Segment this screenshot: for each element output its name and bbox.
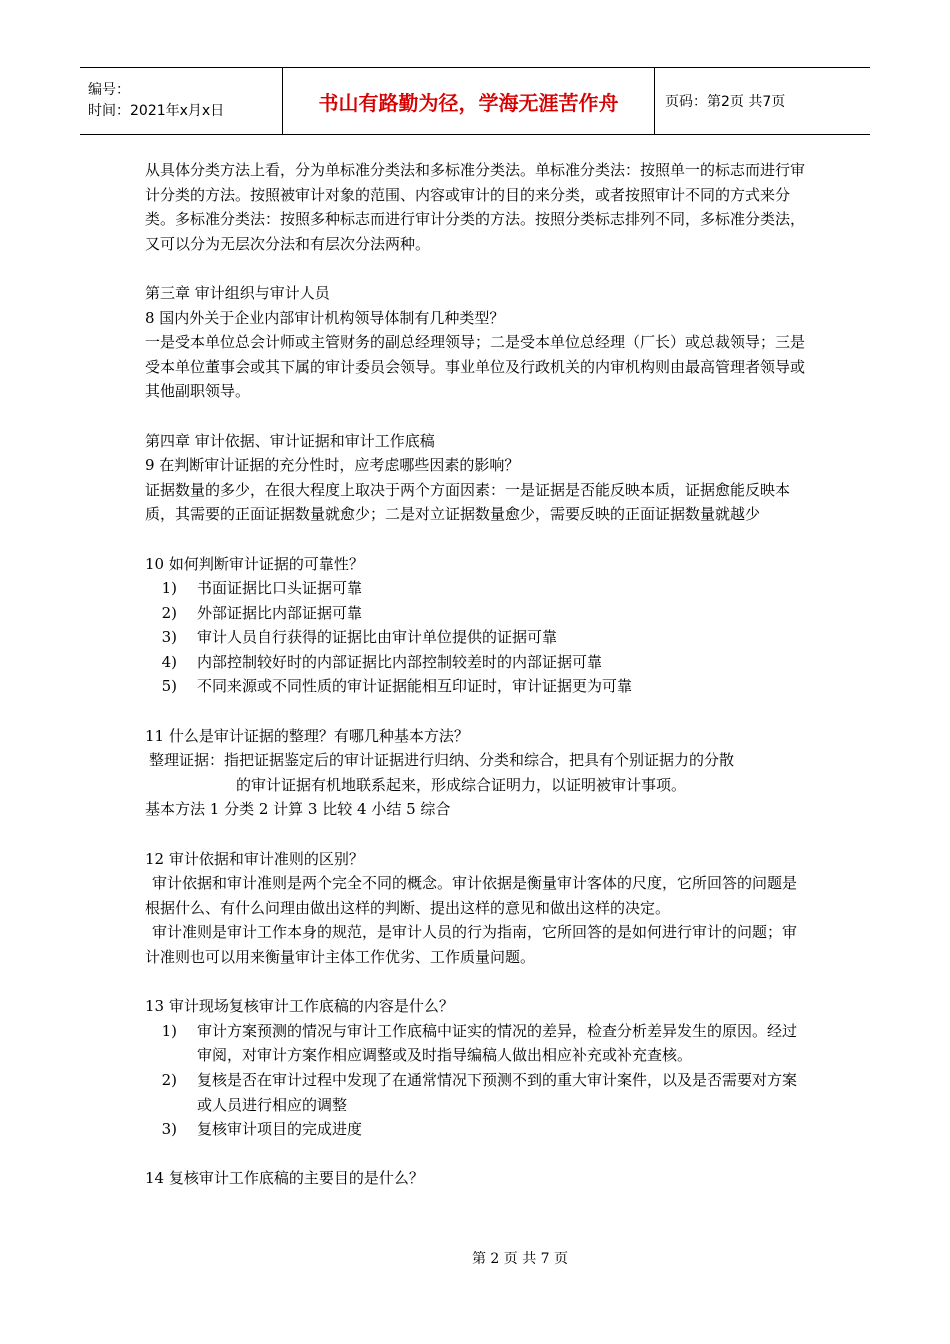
page-footer: 第 2 页 共 7 页 bbox=[471, 1251, 569, 1267]
motto: 书山有路勤为径，学海无涯苦作舟 bbox=[318, 90, 619, 115]
time-label: 时间：2021年x月x日 bbox=[88, 103, 225, 119]
question-13: 13 审计现场复核审计工作底稿的内容是什么？ bbox=[145, 997, 454, 1016]
answer-12-paragraph: 审计准则是审计工作本身的规范，是审计人员的行为指南，它所回答的是如何进行审计的问题；审计准则也可以用来衡量审计主体工作优劣、工作质量问题。 bbox=[145, 923, 798, 966]
answer-9: 证据数量的多少，在很大程度上取决于两个方面因素：一是证据是否能反映本质，证据愈能反映本质，其需要的正面证据数量就愈少；二是对立证据数量愈少，需要反映的正面证据数量就越少 bbox=[145, 480, 791, 524]
definition-line: 的审计证据有机地联系起来，形成综合证明力，以证明被审计事项。 bbox=[236, 775, 687, 794]
header-meta bbox=[80, 68, 283, 134]
page-header bbox=[80, 67, 870, 135]
page-label: 页码：第2页 共7页 bbox=[665, 94, 786, 110]
list-item: 1) 审计方案预测的情况与审计工作底稿中证实的情况的差异，检查分析差异发生的原因。经过审阅，对审计方案作相应调整或及时指导编稿人做出相应补充或补充查核。 bbox=[161, 1021, 798, 1065]
definition-line: 整理证据：指把证据鉴定后的审计证据进行归纳、分类和综合，把具有个别证据力的分散 bbox=[149, 751, 735, 770]
list-item: 2) 外部证据比内部证据可靠 bbox=[161, 603, 363, 622]
answer-8: 一是受本单位总会计师或主管财务的副总经理领导；二是受本单位总经理（厂长）或总裁领导；三是受本单位董事会或其下属的审计委员会领导。事业单位及行政机关的内审机构则由最高管理者领导或其他副职领导。 bbox=[145, 333, 806, 401]
list-item: 3) 审计人员自行获得的证据比由审计单位提供的证据可靠 bbox=[161, 628, 558, 647]
question-9: 9 在判断审计证据的充分性时，应考虑哪些因素的影响？ bbox=[145, 456, 520, 475]
question-12: 12 审计依据和审计准则的区别？ bbox=[145, 849, 364, 868]
list-item: 3) 复核审计项目的完成进度 bbox=[161, 1120, 363, 1139]
list-item: 4) 内部控制较好时的内部证据比内部控制较差时的内部证据可靠 bbox=[161, 652, 603, 671]
question-8: 8 国内外关于企业内部审计机构领导体制有几种类型？ bbox=[145, 308, 505, 327]
chapter-title: 第四章 审计依据、审计证据和审计工作底稿 bbox=[145, 431, 435, 450]
number-label: 编号： bbox=[88, 82, 130, 98]
list-item: 5) 不同来源或不同性质的审计证据能相互印证时，审计证据更为可靠 bbox=[161, 677, 633, 696]
list-item: 1) 书面证据比口头证据可靠 bbox=[161, 579, 363, 598]
question-10: 10 如何判断审计证据的可靠性？ bbox=[145, 554, 364, 573]
header-page-cell bbox=[655, 68, 870, 134]
list-item: 2) 复核是否在审计过程中发现了在通常情况下预测不到的重大审计案件，以及是否需要对方案或人员进行相应的调整 bbox=[161, 1070, 798, 1114]
paragraph-classification: 从具体分类方法上看，分为单标准分类法和多标准分类法。单标准分类法：按照单一的标志而进行审计分类的方法。按照被审计对象的范围、内容或审计的目的来分类，或者按照审计不同的方式来分类。多标准分类法：按照多种标志而进行审计分类的方法。按照分类标志排列不同，多标准分类法，又可以分为无层次分法和有层次分法两种。 bbox=[145, 161, 806, 253]
answer-10-list bbox=[145, 576, 810, 699]
chapter-title: 第三章 审计组织与审计人员 bbox=[145, 283, 330, 302]
answer-11-methods: 基本方法 1 分类 2 计算 3 比较 4 小结 5 综合 bbox=[145, 800, 451, 819]
answer-13-list bbox=[145, 1019, 810, 1142]
document-body bbox=[145, 158, 810, 1191]
answer-11-definition bbox=[145, 748, 810, 797]
header-motto-cell bbox=[283, 68, 655, 134]
answer-12-paragraph: 审计依据和审计准则是两个完全不同的概念。审计依据是衡量审计客体的尺度，它所回答的问题是根据什么、有什么问理由做出这样的判断、提出这样的意见和做出这样的决定。 bbox=[145, 874, 798, 917]
question-14: 14 复核审计工作底稿的主要目的是什么？ bbox=[145, 1169, 424, 1188]
question-11: 11 什么是审计证据的整理？有哪几种基本方法？ bbox=[145, 726, 469, 745]
